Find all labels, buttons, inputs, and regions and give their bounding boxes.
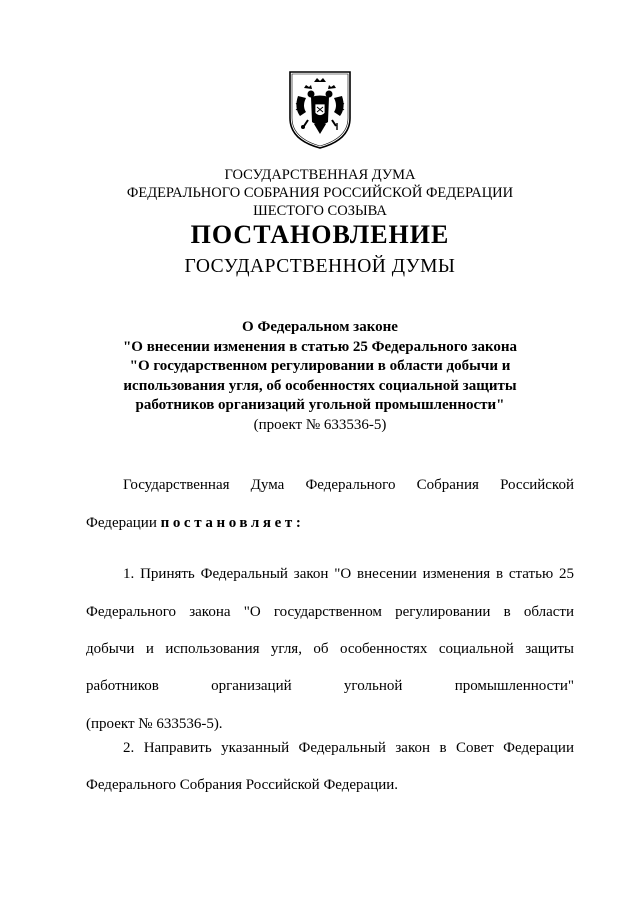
preamble-line-2: [86, 515, 574, 532]
item1-line-5: (проект № 633536-5).: [86, 716, 223, 732]
item1-line-3: добычи и использования угля, об особенностях социальной защиты: [86, 641, 574, 657]
issuer-line-1: ГОСУДАРСТВЕННАЯ ДУМА: [224, 167, 416, 183]
subject-draft-number: (проект № 633536-5): [253, 416, 387, 433]
item2-line-2: Федерального Собрания Российской Федерации.: [86, 777, 399, 793]
subject-line-1: О Федеральном законе: [242, 319, 398, 335]
document-title: ПОСТАНОВЛЕНИЕ: [190, 220, 450, 249]
document-subject: [60, 318, 580, 435]
state-emblem-icon: [284, 66, 356, 152]
item1-line-1: 1. Принять Федеральный закон "О внесении изменения в статью 25: [123, 566, 574, 582]
subject-line-4: использования угля, об особенностях социальной защиты: [123, 377, 517, 394]
item1-line-4: работников организаций угольной промышленности": [86, 678, 574, 694]
subject-line-5: работников организаций угольной промышленности": [135, 397, 505, 413]
issuer-line-2: ФЕДЕРАЛЬНОГО СОБРАНИЯ РОССИЙСКОЙ ФЕДЕРАЦИИ: [126, 185, 514, 201]
subject-line-3: "О государственном регулировании в области добычи и: [129, 358, 511, 374]
document-subtitle: ГОСУДАРСТВЕННОЙ ДУМЫ: [184, 256, 456, 277]
preamble-line-1: Государственная Дума Федерального Собрания Российской: [123, 477, 574, 493]
resolves-verb: постановляет:: [160, 515, 305, 531]
item1-line-2: Федерального закона "О государственном регулировании в области: [86, 604, 574, 620]
issuer-line-3: ШЕСТОГО СОЗЫВА: [253, 203, 387, 219]
item2-line-1: 2. Направить указанный Федеральный закон в Совет Федерации: [123, 740, 574, 756]
preamble-prefix: Федерации: [86, 515, 161, 531]
issuer-header: [0, 166, 640, 220]
subject-line-2: "О внесении изменения в статью 25 Федерального закона: [122, 338, 518, 355]
